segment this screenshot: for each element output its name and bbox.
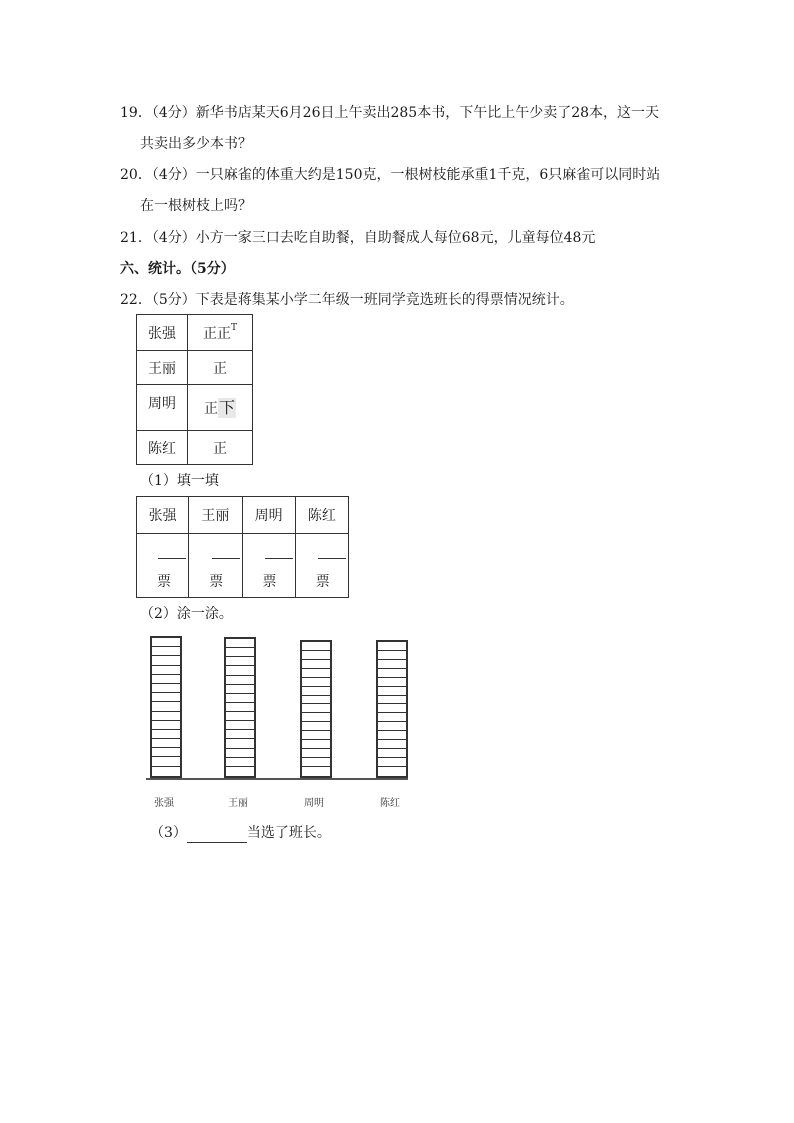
part-2-label: （2）涂一涂。: [140, 606, 233, 622]
fill-cell[interactable]: [295, 534, 348, 598]
tally-mark: 正: [188, 351, 253, 385]
bar-cell[interactable]: [152, 712, 180, 721]
bar-cell[interactable]: [378, 767, 406, 776]
fill-header: 陈红: [295, 497, 348, 534]
bar-cell[interactable]: [302, 642, 330, 651]
bar-cell[interactable]: [226, 758, 254, 767]
question-19-cont: 共卖出多少本书？: [140, 136, 252, 152]
bar-cell[interactable]: [152, 702, 180, 711]
answer-blank[interactable]: [318, 556, 346, 559]
question-score: （4分）: [151, 105, 196, 121]
question-number: 22．: [120, 292, 152, 308]
bar-cell[interactable]: [152, 684, 180, 693]
bar-label: 王丽: [228, 798, 248, 809]
question-text: 小方一家三口去吃自助餐，自助餐成人每位68元，儿童每位48元: [195, 230, 596, 246]
part-3: [150, 823, 331, 843]
bar-cell[interactable]: [378, 713, 406, 722]
question-21: [120, 228, 595, 248]
bar-cell[interactable]: [226, 721, 254, 730]
bar-cell[interactable]: [226, 739, 254, 748]
fill-cell[interactable]: [137, 534, 189, 598]
tally-name: 张强: [137, 315, 188, 351]
question-score: （5分）: [151, 292, 196, 308]
bar-cell[interactable]: [378, 687, 406, 696]
chart-baseline: [146, 778, 408, 780]
question-19: [120, 103, 659, 123]
bar-cell[interactable]: [302, 687, 330, 696]
bar-cell[interactable]: [302, 731, 330, 740]
question-20: [120, 165, 660, 185]
bar-cell[interactable]: [152, 730, 180, 739]
bar-cell[interactable]: [302, 767, 330, 776]
question-text: 下表是蒋集某小学二年级一班同学竞选班长的得票情况统计。: [195, 292, 574, 308]
unit-label: 票: [157, 574, 171, 590]
tally-name: 王丽: [137, 351, 188, 385]
bar-cell[interactable]: [152, 748, 180, 757]
part-3-label: （3）: [150, 825, 187, 841]
bar-cell[interactable]: [226, 676, 254, 685]
unit-label: 票: [315, 574, 330, 590]
bar-cell[interactable]: [378, 740, 406, 749]
answer-blank[interactable]: [212, 556, 240, 559]
bar-cell[interactable]: [226, 694, 254, 703]
bar-cell[interactable]: [378, 642, 406, 651]
fill-header: 周明: [242, 497, 295, 534]
table-row: [137, 534, 349, 598]
bar-cell[interactable]: [152, 675, 180, 684]
bar-label: 陈红: [380, 798, 400, 809]
bar-cell[interactable]: [302, 704, 330, 713]
bar-cell[interactable]: [302, 660, 330, 669]
question-text: 一只麻雀的体重大约是150克，一根树枝能承重1千克，6只麻雀可以同时站: [195, 167, 661, 183]
bar-cell[interactable]: [152, 666, 180, 675]
tally-extra: T: [230, 322, 237, 333]
bar-cell[interactable]: [152, 757, 180, 766]
tally-mark: [188, 315, 253, 351]
tally-mark: [188, 385, 253, 431]
bar-cell[interactable]: [226, 657, 254, 666]
bar-cell[interactable]: [378, 678, 406, 687]
section-title: 六、统计。（5分）: [120, 261, 235, 277]
table-row: [137, 315, 253, 351]
bar-cell[interactable]: [302, 749, 330, 758]
bar-cell[interactable]: [152, 693, 180, 702]
bar-cell[interactable]: [226, 767, 254, 776]
fill-header: 张强: [137, 497, 189, 534]
answer-blank[interactable]: [158, 556, 186, 559]
bar-column-3[interactable]: [300, 640, 332, 778]
tally-mark: 正: [188, 431, 253, 465]
bar-cell[interactable]: [302, 678, 330, 687]
question-number: 19．: [120, 105, 152, 121]
bar-cell[interactable]: [152, 638, 180, 647]
tally-text: 正正: [202, 325, 231, 342]
bar-cell[interactable]: [302, 696, 330, 705]
bar-cell[interactable]: [378, 669, 406, 678]
bar-label: 张强: [154, 798, 174, 809]
bar-cell[interactable]: [152, 767, 180, 776]
bar-cell[interactable]: [226, 712, 254, 721]
answer-blank[interactable]: [187, 828, 247, 843]
bar-cell[interactable]: [226, 730, 254, 739]
bar-cell[interactable]: [302, 713, 330, 722]
fill-cell[interactable]: [242, 534, 295, 598]
table-row: [137, 431, 253, 465]
bar-column-2[interactable]: [224, 637, 256, 778]
tally-table: [136, 314, 253, 465]
bar-cell[interactable]: [226, 685, 254, 694]
bar-cell[interactable]: [226, 666, 254, 675]
bar-cell[interactable]: [302, 651, 330, 660]
bar-cell[interactable]: [302, 740, 330, 749]
bar-cell[interactable]: [378, 651, 406, 660]
bar-cell[interactable]: [226, 648, 254, 657]
fill-cell[interactable]: [189, 534, 242, 598]
bar-column-1[interactable]: [150, 636, 182, 778]
question-22: [120, 290, 574, 310]
bar-cell[interactable]: [226, 703, 254, 712]
bar-cell[interactable]: [378, 704, 406, 713]
question-text: 新华书店某天6月26日上午卖出285本书，下午比上午少卖了28本，这一天: [195, 105, 660, 121]
bar-cell[interactable]: [152, 647, 180, 656]
question-number: 20．: [120, 167, 152, 183]
bar-cell[interactable]: [226, 639, 254, 648]
tally-text: 正: [204, 400, 218, 417]
unit-label: 票: [209, 574, 224, 590]
bar-cell[interactable]: [152, 656, 180, 665]
bar-cell[interactable]: [152, 721, 180, 730]
tally-name: 周明: [137, 385, 188, 431]
question-number: 21．: [120, 230, 152, 246]
table-row: [137, 497, 349, 534]
tally-extra: 下: [218, 397, 235, 417]
bar-cell[interactable]: [152, 739, 180, 748]
question-score: （4分）: [151, 230, 196, 246]
fill-header: 王丽: [189, 497, 242, 534]
bar-label: 周明: [304, 798, 324, 809]
answer-blank[interactable]: [265, 556, 293, 559]
question-20-cont: 在一根树枝上吗？: [140, 198, 252, 214]
bar-cell[interactable]: [378, 660, 406, 669]
bar-cell[interactable]: [378, 696, 406, 705]
table-row: [137, 351, 253, 385]
bar-cell[interactable]: [378, 722, 406, 731]
bar-cell[interactable]: [378, 749, 406, 758]
question-score: （4分）: [151, 167, 196, 183]
bar-cell[interactable]: [302, 669, 330, 678]
bar-cell[interactable]: [302, 758, 330, 767]
part-1-label: （1）填一填: [140, 473, 219, 489]
bar-cell[interactable]: [378, 758, 406, 767]
bar-cell[interactable]: [302, 722, 330, 731]
fill-table: [136, 496, 349, 598]
bar-cell[interactable]: [226, 749, 254, 758]
bar-column-4[interactable]: [376, 640, 408, 778]
part-3-text: 当选了班长。: [246, 825, 331, 841]
unit-label: 票: [262, 574, 277, 590]
table-row: [137, 385, 253, 431]
bar-cell[interactable]: [378, 731, 406, 740]
tally-name: 陈红: [137, 431, 188, 465]
